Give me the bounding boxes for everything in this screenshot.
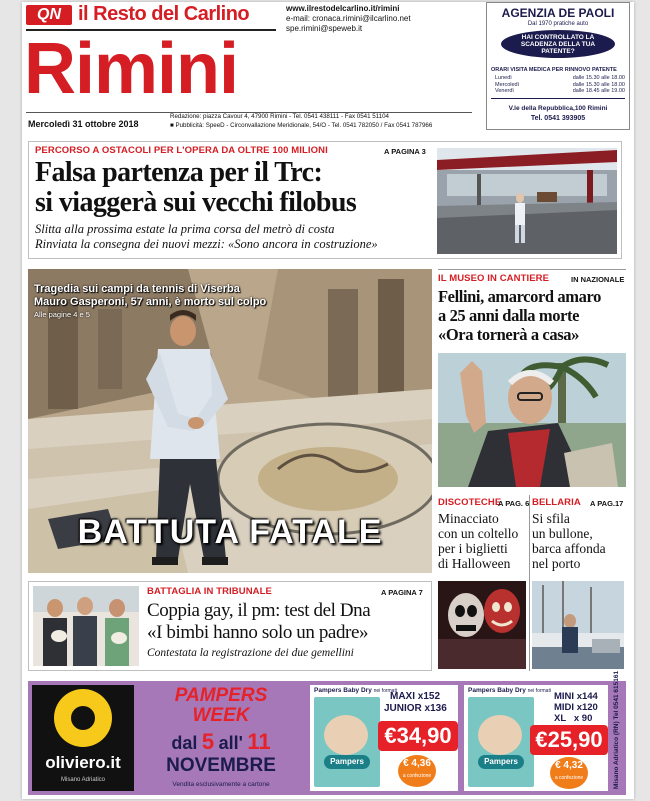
qn-logo-badge: QN bbox=[26, 5, 72, 25]
product-1-price: €34,90 bbox=[378, 721, 458, 751]
diaper-pack-1 bbox=[314, 697, 380, 787]
pampers-ad[interactable] bbox=[28, 670, 626, 795]
bellaria-story[interactable] bbox=[532, 495, 626, 671]
brand-name: il Resto del Carlino bbox=[78, 3, 250, 25]
column-divider bbox=[529, 495, 530, 671]
website-link[interactable]: www.ilrestodelcarlino.it/rimini bbox=[286, 4, 400, 13]
promo-title-2: WEEK bbox=[192, 705, 250, 726]
promo-dates: dal 5 all' 11 bbox=[171, 729, 271, 754]
product-2-size-1: MINI x144 bbox=[554, 691, 598, 702]
museum-kicker: IL MUSEO IN CANTIERE bbox=[438, 273, 550, 284]
lead-headline-2: si viaggerà sui vecchi filobus bbox=[35, 187, 357, 218]
agency-ad[interactable] bbox=[486, 2, 630, 130]
photo-kicker-1: Tragedia sui campi da tennis di Viserba bbox=[34, 283, 240, 295]
harbour-photo bbox=[532, 581, 624, 669]
museum-story[interactable] bbox=[438, 269, 626, 491]
license-bubble: HAI CONTROLLATO LA SCADENZA DELLA TUA PATENTE? bbox=[501, 30, 615, 58]
court-subhead: Contestata la registrazione dei due gemellini bbox=[147, 647, 354, 659]
email-link[interactable]: e-mail: cronaca.rimini@ilcarlino.net bbox=[286, 14, 411, 23]
product-1-brand: Pampers Baby Dry nei formati bbox=[314, 687, 397, 694]
product-1-unit-badge: € 4,36 a confezione bbox=[398, 755, 436, 787]
disco-headline: Minacciato con un coltello per i biglietti di Halloween bbox=[438, 511, 519, 571]
court-headline-1: Coppia gay, il pm: test del Dna bbox=[147, 600, 371, 621]
photo-story[interactable] bbox=[28, 269, 432, 573]
store-location: Misano Adriatico bbox=[60, 777, 106, 783]
editorial-office: Redazione: piazza Cavour 4, 47900 Rimini - Tel. 0541 438111 - Fax 0541 51104 bbox=[170, 113, 389, 120]
bellaria-headline: Si sfila un bullone, barca affonda nel porto bbox=[532, 511, 606, 571]
ad-vertical-text: Misano Adriatico (RN) Tel 0541 615161 bbox=[613, 670, 620, 789]
masthead bbox=[22, 2, 472, 134]
museum-headline-1: Fellini, amarcord amaro bbox=[438, 287, 601, 306]
court-page-ref: A PAGINA 7 bbox=[381, 588, 423, 597]
court-kicker: BATTAGLIA IN TRIBUNALE bbox=[147, 586, 272, 597]
halloween-photo bbox=[438, 581, 526, 669]
masthead-contacts bbox=[286, 4, 411, 34]
bellaria-kicker: BELLARIA bbox=[532, 497, 581, 508]
ad-email-link[interactable]: spe.rimini@speweb.it bbox=[286, 24, 363, 33]
advertising-office: ■ Pubblicità: SpeeD - Circonvallazione Meridionale, 54/O - Tel. 0541 782050 / Fax 0541 787966 bbox=[170, 122, 433, 129]
museum-headline-2: a 25 anni dalla morte bbox=[438, 306, 580, 325]
lead-headline-1: Falsa partenza per il Trc: bbox=[35, 157, 323, 188]
fellini-photo bbox=[438, 353, 626, 487]
product-1-size-2: JUNIOR x136 bbox=[384, 703, 447, 714]
museum-headline-3: «Ora tornerà a casa» bbox=[438, 325, 579, 344]
museum-section: IN NAZIONALE bbox=[571, 275, 625, 284]
couple-photo bbox=[33, 586, 139, 666]
lead-page-ref: A PAGINA 3 bbox=[384, 147, 426, 156]
edition-title: Rimini bbox=[24, 29, 239, 109]
agency-phone: Tel. 0541 393905 bbox=[530, 115, 586, 122]
oliviero-logo bbox=[32, 685, 134, 791]
bellaria-page-ref: A PAG.17 bbox=[590, 499, 624, 508]
story-divider bbox=[438, 269, 626, 270]
pampers-logo: Pampers bbox=[478, 755, 524, 769]
product-card-1[interactable] bbox=[310, 685, 458, 791]
agency-name: AGENZIA DE PAOLI bbox=[501, 6, 615, 20]
photo-headline: BATTUTA FATALE bbox=[77, 513, 383, 551]
diaper-pack-2 bbox=[468, 697, 534, 787]
ad-rule bbox=[491, 98, 625, 99]
schedule-title: ORARI VISITA MEDICA PER RINNOVO PATENTE bbox=[491, 67, 617, 73]
promo-note: Vendita esclusivamente a cartone bbox=[172, 781, 270, 788]
logo-ring bbox=[54, 689, 112, 747]
photo-kicker-2: Mauro Gasperoni, 57 anni, è morto sul colpo bbox=[34, 296, 267, 308]
disco-story[interactable] bbox=[438, 495, 528, 671]
agency-since: Dal 1970 pratiche auto bbox=[527, 21, 589, 27]
promo-title-1: PAMPERS bbox=[174, 685, 268, 706]
lead-subhead-2: Rinviata la consegna dei nuovi mezzi: «Sono ancora in costruzione» bbox=[35, 237, 378, 251]
lead-kicker: PERCORSO A OSTACOLI PER L'OPERA DA OLTRE 100 MILIONI bbox=[35, 145, 328, 156]
lead-story[interactable] bbox=[28, 141, 622, 259]
promo-month: NOVEMBRE bbox=[166, 755, 276, 776]
issue-date: Mercoledì 31 ottobre 2018 bbox=[28, 119, 139, 129]
lead-subhead-1: Slitta alla prossima estate la prima corsa del metrò di costa bbox=[35, 222, 335, 236]
product-2-size-3: XL x 90 bbox=[554, 713, 593, 724]
product-2-price: €25,90 bbox=[530, 725, 608, 755]
product-1-size-1: MAXI x152 bbox=[390, 691, 441, 702]
tram-station-photo bbox=[437, 148, 617, 254]
court-story[interactable] bbox=[28, 581, 432, 671]
disco-page-ref: A PAG. 6 bbox=[498, 499, 530, 508]
product-2-unit-badge: € 4,32 a confezione bbox=[550, 757, 588, 789]
product-2-size-2: MIDI x120 bbox=[554, 702, 598, 713]
court-headline-2: «I bimbi hanno solo un padre» bbox=[147, 622, 369, 643]
newspaper-page bbox=[22, 2, 634, 799]
schedule-row: Lunedì dalle 15.30 alle 18.00 Mercoledì dalle 15.30 alle 18.00 Venerdì dalle 18.45 alle 19.00 bbox=[495, 75, 625, 94]
product-2-brand: Pampers Baby Dry nei formati bbox=[468, 687, 551, 694]
pampers-logo: Pampers bbox=[324, 755, 370, 769]
product-card-2[interactable] bbox=[464, 685, 608, 791]
agency-address: V.le della Repubblica,100 Rimini bbox=[508, 105, 608, 112]
photo-page-ref: Alle pagine 4 e 5 bbox=[34, 310, 90, 319]
store-name: oliviero.it bbox=[45, 753, 121, 772]
disco-kicker: DISCOTECHE bbox=[438, 497, 502, 508]
